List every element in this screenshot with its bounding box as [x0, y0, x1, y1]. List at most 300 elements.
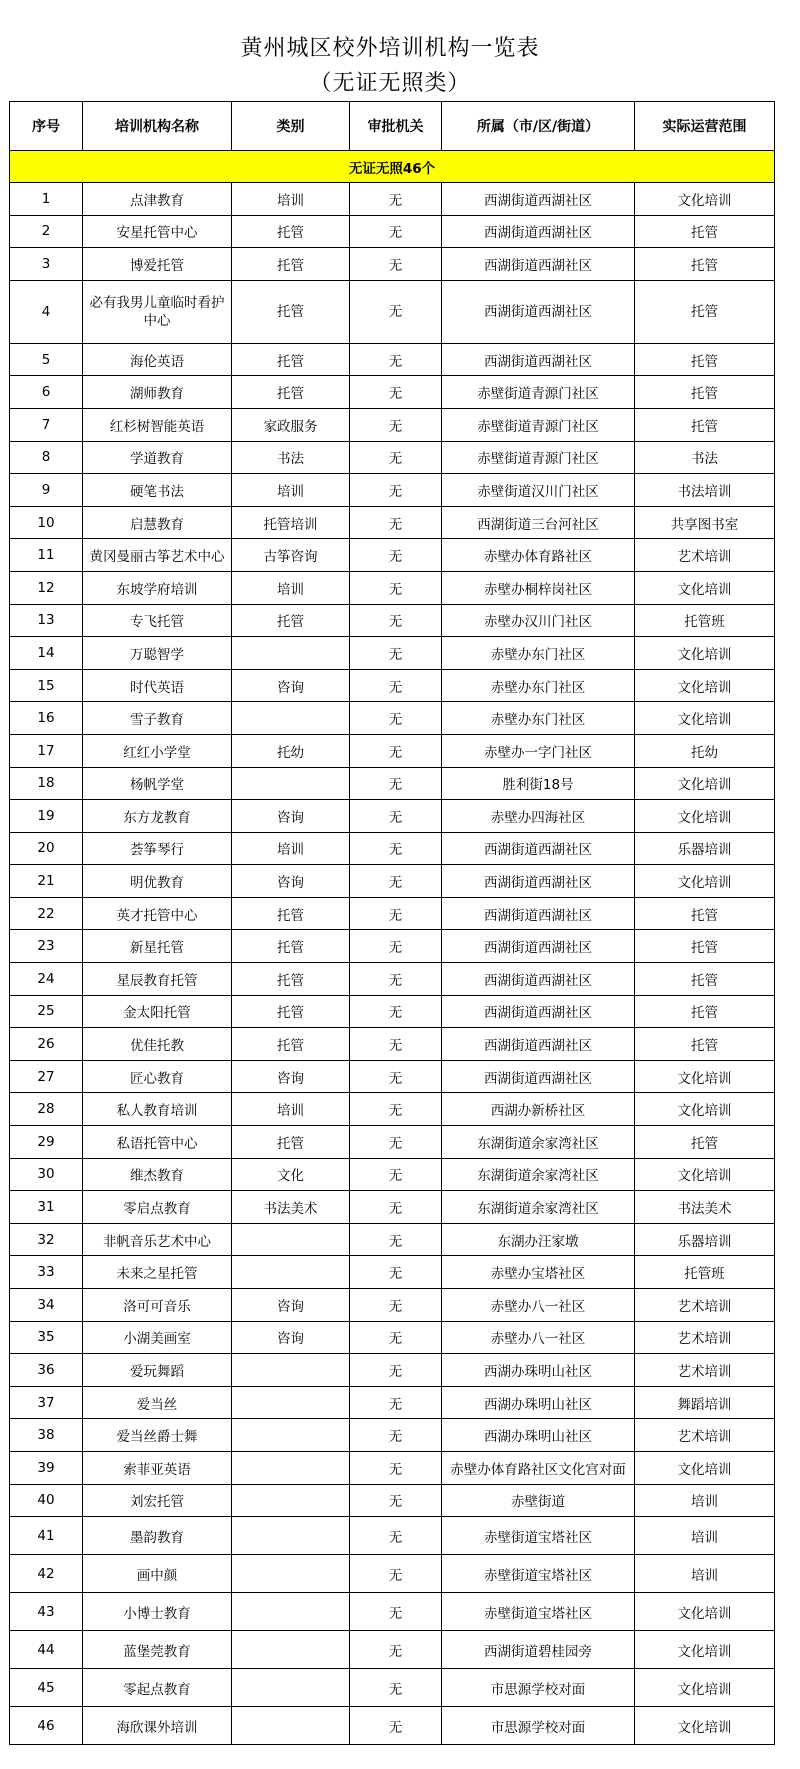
cell-name: 星辰教育托管 — [83, 963, 232, 996]
cell-scope: 文化培训 — [635, 1451, 775, 1484]
cell-scope: 托管 — [635, 930, 775, 963]
cell-name: 蓝堡莞教育 — [83, 1631, 232, 1669]
cell-name: 索菲亚英语 — [83, 1451, 232, 1484]
page-subtitle: （无证无照类） — [309, 71, 471, 96]
cell-scope: 文化培训 — [635, 183, 775, 216]
cell-district: 赤壁办八一社区 — [442, 1289, 635, 1322]
cell-name: 爱玩舞蹈 — [83, 1354, 232, 1387]
cell-category — [232, 1419, 350, 1452]
cell-approval: 无 — [350, 248, 442, 281]
cell-category: 培训 — [232, 1093, 350, 1126]
cell-name: 爱当丝 — [83, 1386, 232, 1419]
cell-district: 赤壁办东门社区 — [442, 702, 635, 735]
cell-index: 2 — [10, 215, 83, 248]
header-cell-approval: 审批机关 — [350, 102, 442, 151]
cell-scope: 文化培训 — [635, 865, 775, 898]
cell-approval: 无 — [350, 1669, 442, 1707]
cell-category — [232, 637, 350, 670]
cell-approval: 无 — [350, 1707, 442, 1745]
cell-category — [232, 702, 350, 735]
cell-scope: 文化培训 — [635, 1060, 775, 1093]
cell-category — [232, 1593, 350, 1631]
cell-name: 湖师教育 — [83, 376, 232, 409]
cell-scope: 文化培训 — [635, 571, 775, 604]
cell-name: 红杉树智能英语 — [83, 408, 232, 441]
cell-index: 40 — [10, 1484, 83, 1517]
cell-category: 托管 — [232, 897, 350, 930]
cell-index: 8 — [10, 441, 83, 474]
cell-name: 小博士教育 — [83, 1593, 232, 1631]
cell-name: 金太阳托管 — [83, 995, 232, 1028]
cell-name: 零起点教育 — [83, 1669, 232, 1707]
cell-category — [232, 1555, 350, 1593]
cell-index: 26 — [10, 1028, 83, 1061]
cell-scope: 文化培训 — [635, 1158, 775, 1191]
cell-district: 西湖街道西湖社区 — [442, 995, 635, 1028]
cell-category: 书法美术 — [232, 1191, 350, 1224]
cell-district: 赤壁街道汉川门社区 — [442, 474, 635, 507]
cell-scope: 艺术培训 — [635, 1419, 775, 1452]
cell-category — [232, 1451, 350, 1484]
cell-approval: 无 — [350, 1256, 442, 1289]
cell-approval: 无 — [350, 637, 442, 670]
cell-district: 西湖办珠明山社区 — [442, 1354, 635, 1387]
cell-name: 万聪智学 — [83, 637, 232, 670]
cell-category — [232, 1256, 350, 1289]
cell-district: 市思源学校对面 — [442, 1669, 635, 1707]
cell-approval: 无 — [350, 1093, 442, 1126]
cell-category: 托管 — [232, 280, 350, 343]
cell-scope: 艺术培训 — [635, 1289, 775, 1322]
table-row — [10, 1484, 775, 1517]
cell-name: 海伦英语 — [83, 343, 232, 376]
table-row — [10, 571, 775, 604]
table-row — [10, 1451, 775, 1484]
table-row — [10, 1517, 775, 1555]
cell-approval: 无 — [350, 571, 442, 604]
table-row — [10, 930, 775, 963]
cell-index: 17 — [10, 734, 83, 767]
cell-index: 24 — [10, 963, 83, 996]
table-row — [10, 408, 775, 441]
cell-name: 墨韵教育 — [83, 1517, 232, 1555]
cell-scope: 托管 — [635, 248, 775, 281]
cell-category: 咨询 — [232, 1060, 350, 1093]
cell-district: 西湖街道西湖社区 — [442, 897, 635, 930]
table-row — [10, 963, 775, 996]
cell-district: 西湖街道西湖社区 — [442, 1060, 635, 1093]
cell-district: 东湖街道余家湾社区 — [442, 1158, 635, 1191]
cell-approval: 无 — [350, 669, 442, 702]
cell-approval: 无 — [350, 474, 442, 507]
header-cell-category: 类别 — [232, 102, 350, 151]
table-row — [10, 702, 775, 735]
table-row — [10, 1256, 775, 1289]
cell-approval: 无 — [350, 1354, 442, 1387]
cell-district: 西湖街道西湖社区 — [442, 343, 635, 376]
cell-name: 英才托管中心 — [83, 897, 232, 930]
cell-scope: 培训 — [635, 1555, 775, 1593]
cell-scope: 托管 — [635, 376, 775, 409]
cell-district: 西湖街道西湖社区 — [442, 832, 635, 865]
cell-category — [232, 1517, 350, 1555]
cell-index: 23 — [10, 930, 83, 963]
table-row — [10, 897, 775, 930]
cell-district: 赤壁办东门社区 — [442, 637, 635, 670]
cell-scope: 文化培训 — [635, 702, 775, 735]
cell-name: 海欣课外培训 — [83, 1707, 232, 1745]
cell-district: 西湖办珠明山社区 — [442, 1386, 635, 1419]
cell-approval: 无 — [350, 702, 442, 735]
cell-scope: 文化培训 — [635, 1707, 775, 1745]
cell-scope: 文化培训 — [635, 1093, 775, 1126]
cell-name: 零启点教育 — [83, 1191, 232, 1224]
cell-district: 赤壁办东门社区 — [442, 669, 635, 702]
cell-approval: 无 — [350, 343, 442, 376]
cell-scope: 艺术培训 — [635, 1354, 775, 1387]
table-row — [10, 474, 775, 507]
cell-index: 36 — [10, 1354, 83, 1387]
table-row — [10, 1191, 775, 1224]
table-row — [10, 832, 775, 865]
table-row — [10, 1060, 775, 1093]
table-header-row — [10, 102, 775, 151]
cell-name: 小湖美画室 — [83, 1321, 232, 1354]
cell-approval: 无 — [350, 408, 442, 441]
cell-index: 30 — [10, 1158, 83, 1191]
cell-name: 点津教育 — [83, 183, 232, 216]
table-row — [10, 1289, 775, 1322]
table-row — [10, 1321, 775, 1354]
cell-name: 学道教育 — [83, 441, 232, 474]
cell-category: 托管 — [232, 248, 350, 281]
cell-approval: 无 — [350, 215, 442, 248]
cell-index: 22 — [10, 897, 83, 930]
cell-name: 时代英语 — [83, 669, 232, 702]
cell-category: 托管 — [232, 1126, 350, 1159]
cell-index: 12 — [10, 571, 83, 604]
cell-category: 咨询 — [232, 669, 350, 702]
cell-index: 43 — [10, 1593, 83, 1631]
cell-approval: 无 — [350, 183, 442, 216]
header-cell-district: 所属（市/区/街道） — [442, 102, 635, 151]
cell-scope: 托管班 — [635, 604, 775, 637]
cell-scope: 托管 — [635, 897, 775, 930]
cell-category: 托管 — [232, 376, 350, 409]
cell-index: 37 — [10, 1386, 83, 1419]
cell-index: 45 — [10, 1669, 83, 1707]
table-row — [10, 604, 775, 637]
cell-approval: 无 — [350, 604, 442, 637]
table-row — [10, 865, 775, 898]
cell-scope: 舞蹈培训 — [635, 1386, 775, 1419]
section-band-row — [10, 151, 775, 183]
cell-category: 家政服务 — [232, 408, 350, 441]
cell-approval: 无 — [350, 1126, 442, 1159]
section-label: 无证无照46个 — [10, 151, 775, 183]
table-row — [10, 637, 775, 670]
cell-index: 41 — [10, 1517, 83, 1555]
cell-district: 赤壁街道青源门社区 — [442, 376, 635, 409]
cell-district: 西湖街道西湖社区 — [442, 930, 635, 963]
cell-index: 18 — [10, 767, 83, 800]
cell-category: 咨询 — [232, 800, 350, 833]
cell-category: 文化 — [232, 1158, 350, 1191]
cell-district: 赤壁街道宝塔社区 — [442, 1517, 635, 1555]
cell-approval: 无 — [350, 376, 442, 409]
cell-district: 赤壁办宝塔社区 — [442, 1256, 635, 1289]
cell-index: 25 — [10, 995, 83, 1028]
cell-index: 11 — [10, 539, 83, 572]
cell-name: 杨帆学堂 — [83, 767, 232, 800]
cell-scope: 艺术培训 — [635, 1321, 775, 1354]
cell-scope: 文化培训 — [635, 637, 775, 670]
cell-name: 画中颜 — [83, 1555, 232, 1593]
cell-district: 赤壁办八一社区 — [442, 1321, 635, 1354]
cell-name: 优佳托教 — [83, 1028, 232, 1061]
header-cell-scope: 实际运营范围 — [635, 102, 775, 151]
cell-scope: 文化培训 — [635, 1593, 775, 1631]
cell-name: 硬笔书法 — [83, 474, 232, 507]
cell-index: 29 — [10, 1126, 83, 1159]
cell-approval: 无 — [350, 1593, 442, 1631]
table-row — [10, 1707, 775, 1745]
table-row — [10, 1028, 775, 1061]
cell-index: 19 — [10, 800, 83, 833]
cell-category: 托管 — [232, 343, 350, 376]
table-row — [10, 215, 775, 248]
cell-scope: 托管 — [635, 963, 775, 996]
cell-scope: 书法培训 — [635, 474, 775, 507]
cell-scope: 托管 — [635, 408, 775, 441]
cell-approval: 无 — [350, 280, 442, 343]
cell-name: 红红小学堂 — [83, 734, 232, 767]
cell-name: 洛可可音乐 — [83, 1289, 232, 1322]
cell-name: 博爱托管 — [83, 248, 232, 281]
institution-table — [9, 101, 775, 1745]
table-row — [10, 1419, 775, 1452]
table-row — [10, 248, 775, 281]
cell-district: 西湖街道三台河社区 — [442, 506, 635, 539]
cell-district: 赤壁街道 — [442, 1484, 635, 1517]
cell-district: 东湖街道余家湾社区 — [442, 1126, 635, 1159]
cell-scope: 乐器培训 — [635, 832, 775, 865]
cell-index: 28 — [10, 1093, 83, 1126]
cell-category — [232, 1386, 350, 1419]
cell-approval: 无 — [350, 734, 442, 767]
cell-name: 维杰教育 — [83, 1158, 232, 1191]
cell-index: 9 — [10, 474, 83, 507]
cell-name: 必有我男儿童临时看护中心 — [83, 280, 232, 343]
cell-scope: 书法 — [635, 441, 775, 474]
cell-name: 安星托管中心 — [83, 215, 232, 248]
cell-approval: 无 — [350, 1289, 442, 1322]
cell-approval: 无 — [350, 1386, 442, 1419]
cell-scope: 托管 — [635, 1028, 775, 1061]
table-row — [10, 183, 775, 216]
cell-district: 赤壁办桐梓岗社区 — [442, 571, 635, 604]
cell-district: 西湖街道碧桂园旁 — [442, 1631, 635, 1669]
cell-approval: 无 — [350, 1517, 442, 1555]
cell-name: 私语托管中心 — [83, 1126, 232, 1159]
cell-index: 21 — [10, 865, 83, 898]
cell-scope: 乐器培训 — [635, 1223, 775, 1256]
cell-district: 赤壁办一字门社区 — [442, 734, 635, 767]
cell-index: 6 — [10, 376, 83, 409]
cell-scope: 托管 — [635, 343, 775, 376]
table-row — [10, 1126, 775, 1159]
cell-district: 赤壁办体育路社区 — [442, 539, 635, 572]
cell-index: 33 — [10, 1256, 83, 1289]
cell-scope: 托幼 — [635, 734, 775, 767]
cell-category: 咨询 — [232, 865, 350, 898]
cell-district: 赤壁办四海社区 — [442, 800, 635, 833]
table-row — [10, 1669, 775, 1707]
table-row — [10, 1555, 775, 1593]
cell-scope: 文化培训 — [635, 1631, 775, 1669]
table-row — [10, 995, 775, 1028]
cell-approval: 无 — [350, 1484, 442, 1517]
cell-name: 匠心教育 — [83, 1060, 232, 1093]
table-row — [10, 506, 775, 539]
table-row — [10, 669, 775, 702]
cell-index: 14 — [10, 637, 83, 670]
table-row — [10, 734, 775, 767]
cell-approval: 无 — [350, 441, 442, 474]
cell-name: 黄冈曼丽古筝艺术中心 — [83, 539, 232, 572]
cell-name: 爱当丝爵士舞 — [83, 1419, 232, 1452]
cell-approval: 无 — [350, 1028, 442, 1061]
cell-scope: 托管班 — [635, 1256, 775, 1289]
cell-approval: 无 — [350, 1223, 442, 1256]
cell-approval: 无 — [350, 963, 442, 996]
cell-scope: 书法美术 — [635, 1191, 775, 1224]
cell-district: 西湖街道西湖社区 — [442, 1028, 635, 1061]
page-title: 黄州城区校外培训机构一览表 — [240, 36, 540, 61]
cell-name: 雪子教育 — [83, 702, 232, 735]
table-row — [10, 800, 775, 833]
cell-index: 1 — [10, 183, 83, 216]
cell-category: 咨询 — [232, 1289, 350, 1322]
cell-scope: 培训 — [635, 1517, 775, 1555]
cell-scope: 托管 — [635, 995, 775, 1028]
cell-scope: 艺术培训 — [635, 539, 775, 572]
header-cell-index: 序号 — [10, 102, 83, 151]
cell-district: 东湖街道余家湾社区 — [442, 1191, 635, 1224]
cell-scope: 文化培训 — [635, 800, 775, 833]
table-row — [10, 376, 775, 409]
cell-approval: 无 — [350, 1419, 442, 1452]
cell-index: 38 — [10, 1419, 83, 1452]
cell-district: 胜利街18号 — [442, 767, 635, 800]
cell-name: 非帆音乐艺术中心 — [83, 1223, 232, 1256]
cell-category — [232, 1707, 350, 1745]
cell-category: 托管 — [232, 963, 350, 996]
cell-name: 明优教育 — [83, 865, 232, 898]
cell-category — [232, 1669, 350, 1707]
cell-category: 托幼 — [232, 734, 350, 767]
cell-scope: 托管 — [635, 1126, 775, 1159]
cell-district: 西湖街道西湖社区 — [442, 183, 635, 216]
cell-scope: 培训 — [635, 1484, 775, 1517]
cell-category — [232, 1223, 350, 1256]
cell-approval: 无 — [350, 1555, 442, 1593]
cell-approval: 无 — [350, 897, 442, 930]
cell-index: 16 — [10, 702, 83, 735]
table-row — [10, 1223, 775, 1256]
cell-approval: 无 — [350, 1060, 442, 1093]
table-row — [10, 343, 775, 376]
cell-category: 托管培训 — [232, 506, 350, 539]
cell-category: 托管 — [232, 995, 350, 1028]
cell-approval: 无 — [350, 865, 442, 898]
cell-district: 西湖街道西湖社区 — [442, 215, 635, 248]
cell-approval: 无 — [350, 995, 442, 1028]
cell-scope: 文化培训 — [635, 1669, 775, 1707]
table-row — [10, 1354, 775, 1387]
table-row — [10, 767, 775, 800]
cell-index: 42 — [10, 1555, 83, 1593]
cell-district: 西湖办珠明山社区 — [442, 1419, 635, 1452]
cell-scope: 托管 — [635, 280, 775, 343]
cell-name: 东坡学府培训 — [83, 571, 232, 604]
cell-scope: 托管 — [635, 215, 775, 248]
table-row — [10, 280, 775, 343]
table-row — [10, 1093, 775, 1126]
cell-approval: 无 — [350, 800, 442, 833]
cell-index: 4 — [10, 280, 83, 343]
cell-index: 27 — [10, 1060, 83, 1093]
cell-index: 34 — [10, 1289, 83, 1322]
cell-index: 32 — [10, 1223, 83, 1256]
cell-index: 46 — [10, 1707, 83, 1745]
table-row — [10, 539, 775, 572]
cell-district: 市思源学校对面 — [442, 1707, 635, 1745]
cell-approval: 无 — [350, 506, 442, 539]
cell-index: 5 — [10, 343, 83, 376]
cell-category — [232, 1484, 350, 1517]
cell-district: 赤壁街道宝塔社区 — [442, 1555, 635, 1593]
cell-category: 托管 — [232, 930, 350, 963]
cell-index: 7 — [10, 408, 83, 441]
cell-approval: 无 — [350, 1321, 442, 1354]
cell-district: 赤壁办体育路社区文化宫对面 — [442, 1451, 635, 1484]
cell-district: 西湖街道西湖社区 — [442, 865, 635, 898]
cell-index: 39 — [10, 1451, 83, 1484]
cell-approval: 无 — [350, 1631, 442, 1669]
table-row — [10, 1386, 775, 1419]
cell-category: 书法 — [232, 441, 350, 474]
cell-name: 启慧教育 — [83, 506, 232, 539]
cell-category — [232, 1354, 350, 1387]
cell-category: 培训 — [232, 571, 350, 604]
cell-category: 咨询 — [232, 1321, 350, 1354]
cell-category — [232, 767, 350, 800]
cell-district: 西湖街道西湖社区 — [442, 280, 635, 343]
cell-district: 东湖办汪家墩 — [442, 1223, 635, 1256]
cell-name: 荟筝琴行 — [83, 832, 232, 865]
cell-index: 31 — [10, 1191, 83, 1224]
cell-approval: 无 — [350, 1158, 442, 1191]
cell-name: 私人教育培训 — [83, 1093, 232, 1126]
cell-approval: 无 — [350, 1191, 442, 1224]
cell-category: 培训 — [232, 183, 350, 216]
cell-category: 古筝咨询 — [232, 539, 350, 572]
table-row — [10, 441, 775, 474]
table-row — [10, 1158, 775, 1191]
cell-name: 专飞托管 — [83, 604, 232, 637]
cell-index: 10 — [10, 506, 83, 539]
